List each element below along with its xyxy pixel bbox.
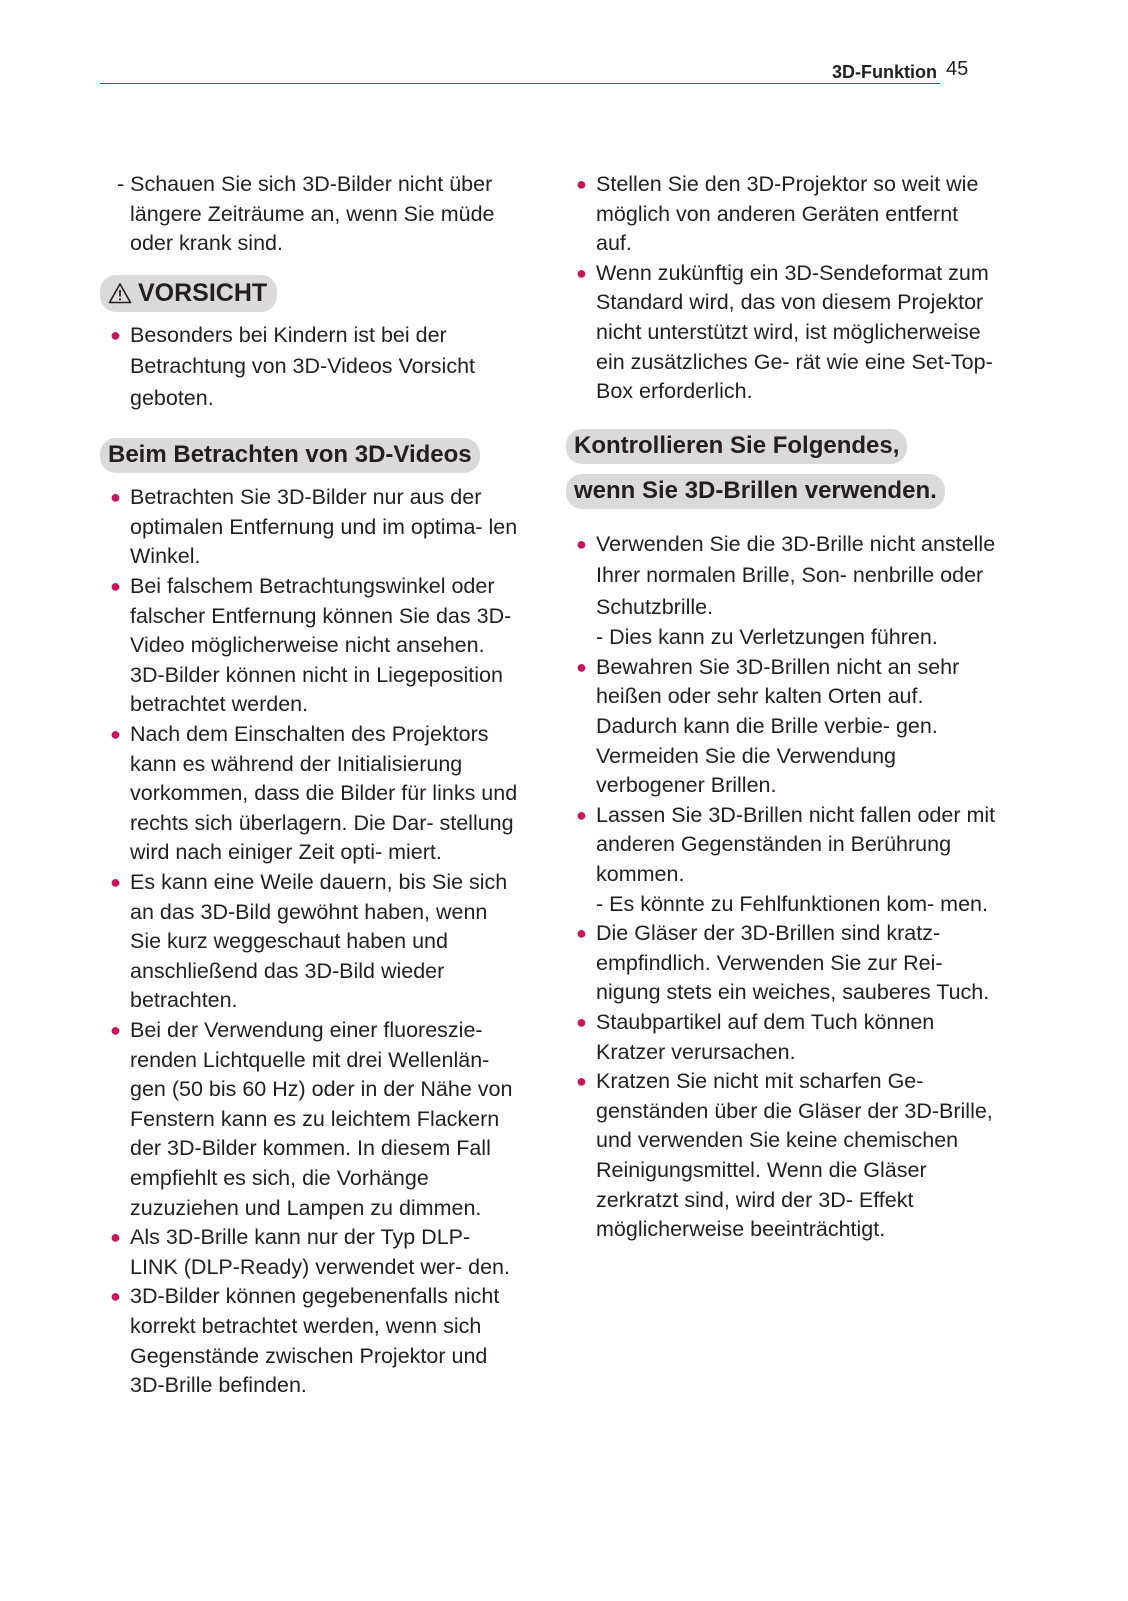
caution-badge [100, 275, 277, 312]
section-heading-glasses [566, 429, 996, 519]
bullet-dot: ● [110, 872, 121, 892]
list-item [100, 1282, 520, 1400]
list-item [100, 1223, 520, 1282]
bullet-dot: ● [110, 324, 121, 345]
list-item-text: Staubpartikel auf dem Tuch können Kratzer verursachen. [596, 1009, 935, 1064]
list-item [100, 1016, 520, 1223]
bullet-dot: ● [576, 804, 587, 825]
list-item [566, 259, 996, 407]
note-text: - Es könnte zu Fehlfunktionen kom- men. [596, 891, 988, 916]
caution-item [100, 320, 520, 415]
bullet-dot: ● [110, 724, 121, 745]
list-item-text: Als 3D-Brille kann nur der Typ DLP- LINK (DLP-Ready) verwendet wer- den. [130, 1225, 510, 1279]
list-item-text: 3D-Bilder können gegebenenfalls nicht korrekt betrachtet werden, wenn sich Gegenstände zwischen Projektor und 3D-Brille befinden. [130, 1284, 500, 1398]
list-item-text: Stellen Sie den 3D-Projektor so weit wie möglich von anderen Geräten entfernt auf. [596, 172, 979, 256]
bullet-dot: ● [110, 487, 121, 508]
list-item [566, 1008, 996, 1067]
list-item-text: Die Gläser der 3D-Brillen sind kratz- empfindlich. Verwenden Sie zur Rei- nigung stets ein weiches, sauberes Tuch. [596, 921, 990, 1005]
list-item-text: Verwenden Sie die 3D-Brille nicht anstelle Ihrer normalen Brille, Son- nenbrille oder Schutzbrille. [596, 531, 996, 619]
section-heading-pill-line2: wenn Sie 3D-Brillen verwenden. [566, 474, 945, 509]
header-rule [100, 83, 940, 84]
section-heading-viewing [100, 438, 520, 473]
intro-note: - Schauen Sie sich 3D-Bilder nicht über längere Zeiträume an, wenn Sie müde oder krank sind. [117, 172, 495, 256]
bullet-dot: ● [576, 1011, 587, 1032]
page-number: 45 [946, 58, 969, 80]
list-item [566, 653, 996, 801]
caution-item-text: Besonders bei Kindern ist bei der Betrachtung von 3D-Videos Vorsicht geboten. [130, 322, 475, 410]
bullet-dot: ● [576, 1071, 587, 1092]
list-item [566, 1067, 996, 1245]
page-header [100, 56, 940, 84]
list-item [566, 919, 996, 1008]
bullet-dot: ● [576, 923, 587, 944]
list-item [100, 720, 520, 868]
list-item-text: Wenn zukünftig ein 3D-Sendeformat zum Standard wird, das von diesem Projektor nicht unterstützt wird, ist möglicherweise ein zusätzliches Ge- rät wie eine Set-Top-Box erforderlich. [596, 260, 993, 404]
list-item-text: Betrachten Sie 3D-Bilder nur aus der optimalen Entfernung und im optima- len Winkel. [130, 485, 518, 569]
section-heading-pill: Beim Betrachten von 3D-Videos [100, 438, 480, 473]
bullet-dot: ● [576, 533, 587, 554]
note-text: - Dies kann zu Verletzungen führen. [596, 625, 938, 650]
list-item-text: Bewahren Sie 3D-Brillen nicht an sehr heißen oder sehr kalten Orten auf. Dadurch kann die Brille verbie- gen. Vermeiden Sie die Verwendung verbogener Brillen. [596, 654, 960, 798]
right-column [566, 170, 996, 1245]
caution-label: VORSICHT [138, 278, 268, 307]
bullet-dot: ● [110, 1019, 121, 1040]
bullet-dot: ● [576, 262, 587, 283]
list-item-text: Lassen Sie 3D-Brillen nicht fallen oder mit anderen Gegenständen in Berührung kommen. [596, 802, 996, 886]
warning-triangle-icon [108, 282, 132, 304]
list-item-text: Kratzen Sie nicht mit scharfen Ge- genständen über die Gläser der 3D-Brille, und verwenden Sie keine chemischen Reinigungsmittel. Wenn die Gläser zerkratzt sind, wird der 3D- Effekt möglicherweise beeinträchtigt. [596, 1069, 993, 1242]
list-item-text: Bei der Verwendung einer fluoreszie- renden Lichtquelle mit drei Wellenlän- gen (50 bis 60 Hz) oder in der Nähe von Fenstern kann es zu leichtem Flackern der 3D-Bilder kommen. In diesem Fall empfiehlt es sich, die Vorhänge zuzuziehen und Lampen zu dimmen. [130, 1017, 513, 1220]
bullet-dot: ● [110, 576, 121, 597]
bullet-dot: ● [110, 1286, 121, 1307]
list-item-note [566, 623, 996, 653]
left-column [100, 170, 520, 1401]
list-item-text: Es kann eine Weile dauern, bis Sie sich an das 3D-Bild gewöhnt haben, wenn Sie kurz weggeschaut haben und anschließend das 3D-Bild wieder betrachten. [130, 870, 508, 1013]
list-item [100, 572, 520, 720]
list-item-note [566, 890, 996, 920]
list-item [566, 170, 996, 259]
list-item-text: Nach dem Einschalten des Projektors kann es während der Initialisierung vorkommen, dass die Bilder für links und rechts sich überlagern. Die Dar- stellung wird nach einiger Zeit opti- miert. [130, 722, 518, 865]
section-heading-pill-line1: Kontrollieren Sie Folgendes, [566, 429, 907, 464]
bullet-dot: ● [576, 656, 587, 677]
bullet-dot: ● [576, 174, 587, 194]
list-item [566, 801, 996, 890]
list-item [566, 529, 996, 624]
section-title: 3D-Funktion [832, 62, 937, 82]
bullet-dot: ● [110, 1227, 121, 1248]
list-item-text: Bei falschem Betrachtungswinkel oder falscher Entfernung können Sie das 3D-Video möglicherweise nicht ansehen. 3D-Bilder können nicht in Liegeposition betrachtet werden. [130, 574, 512, 717]
list-item [100, 483, 520, 572]
list-item [100, 868, 520, 1016]
